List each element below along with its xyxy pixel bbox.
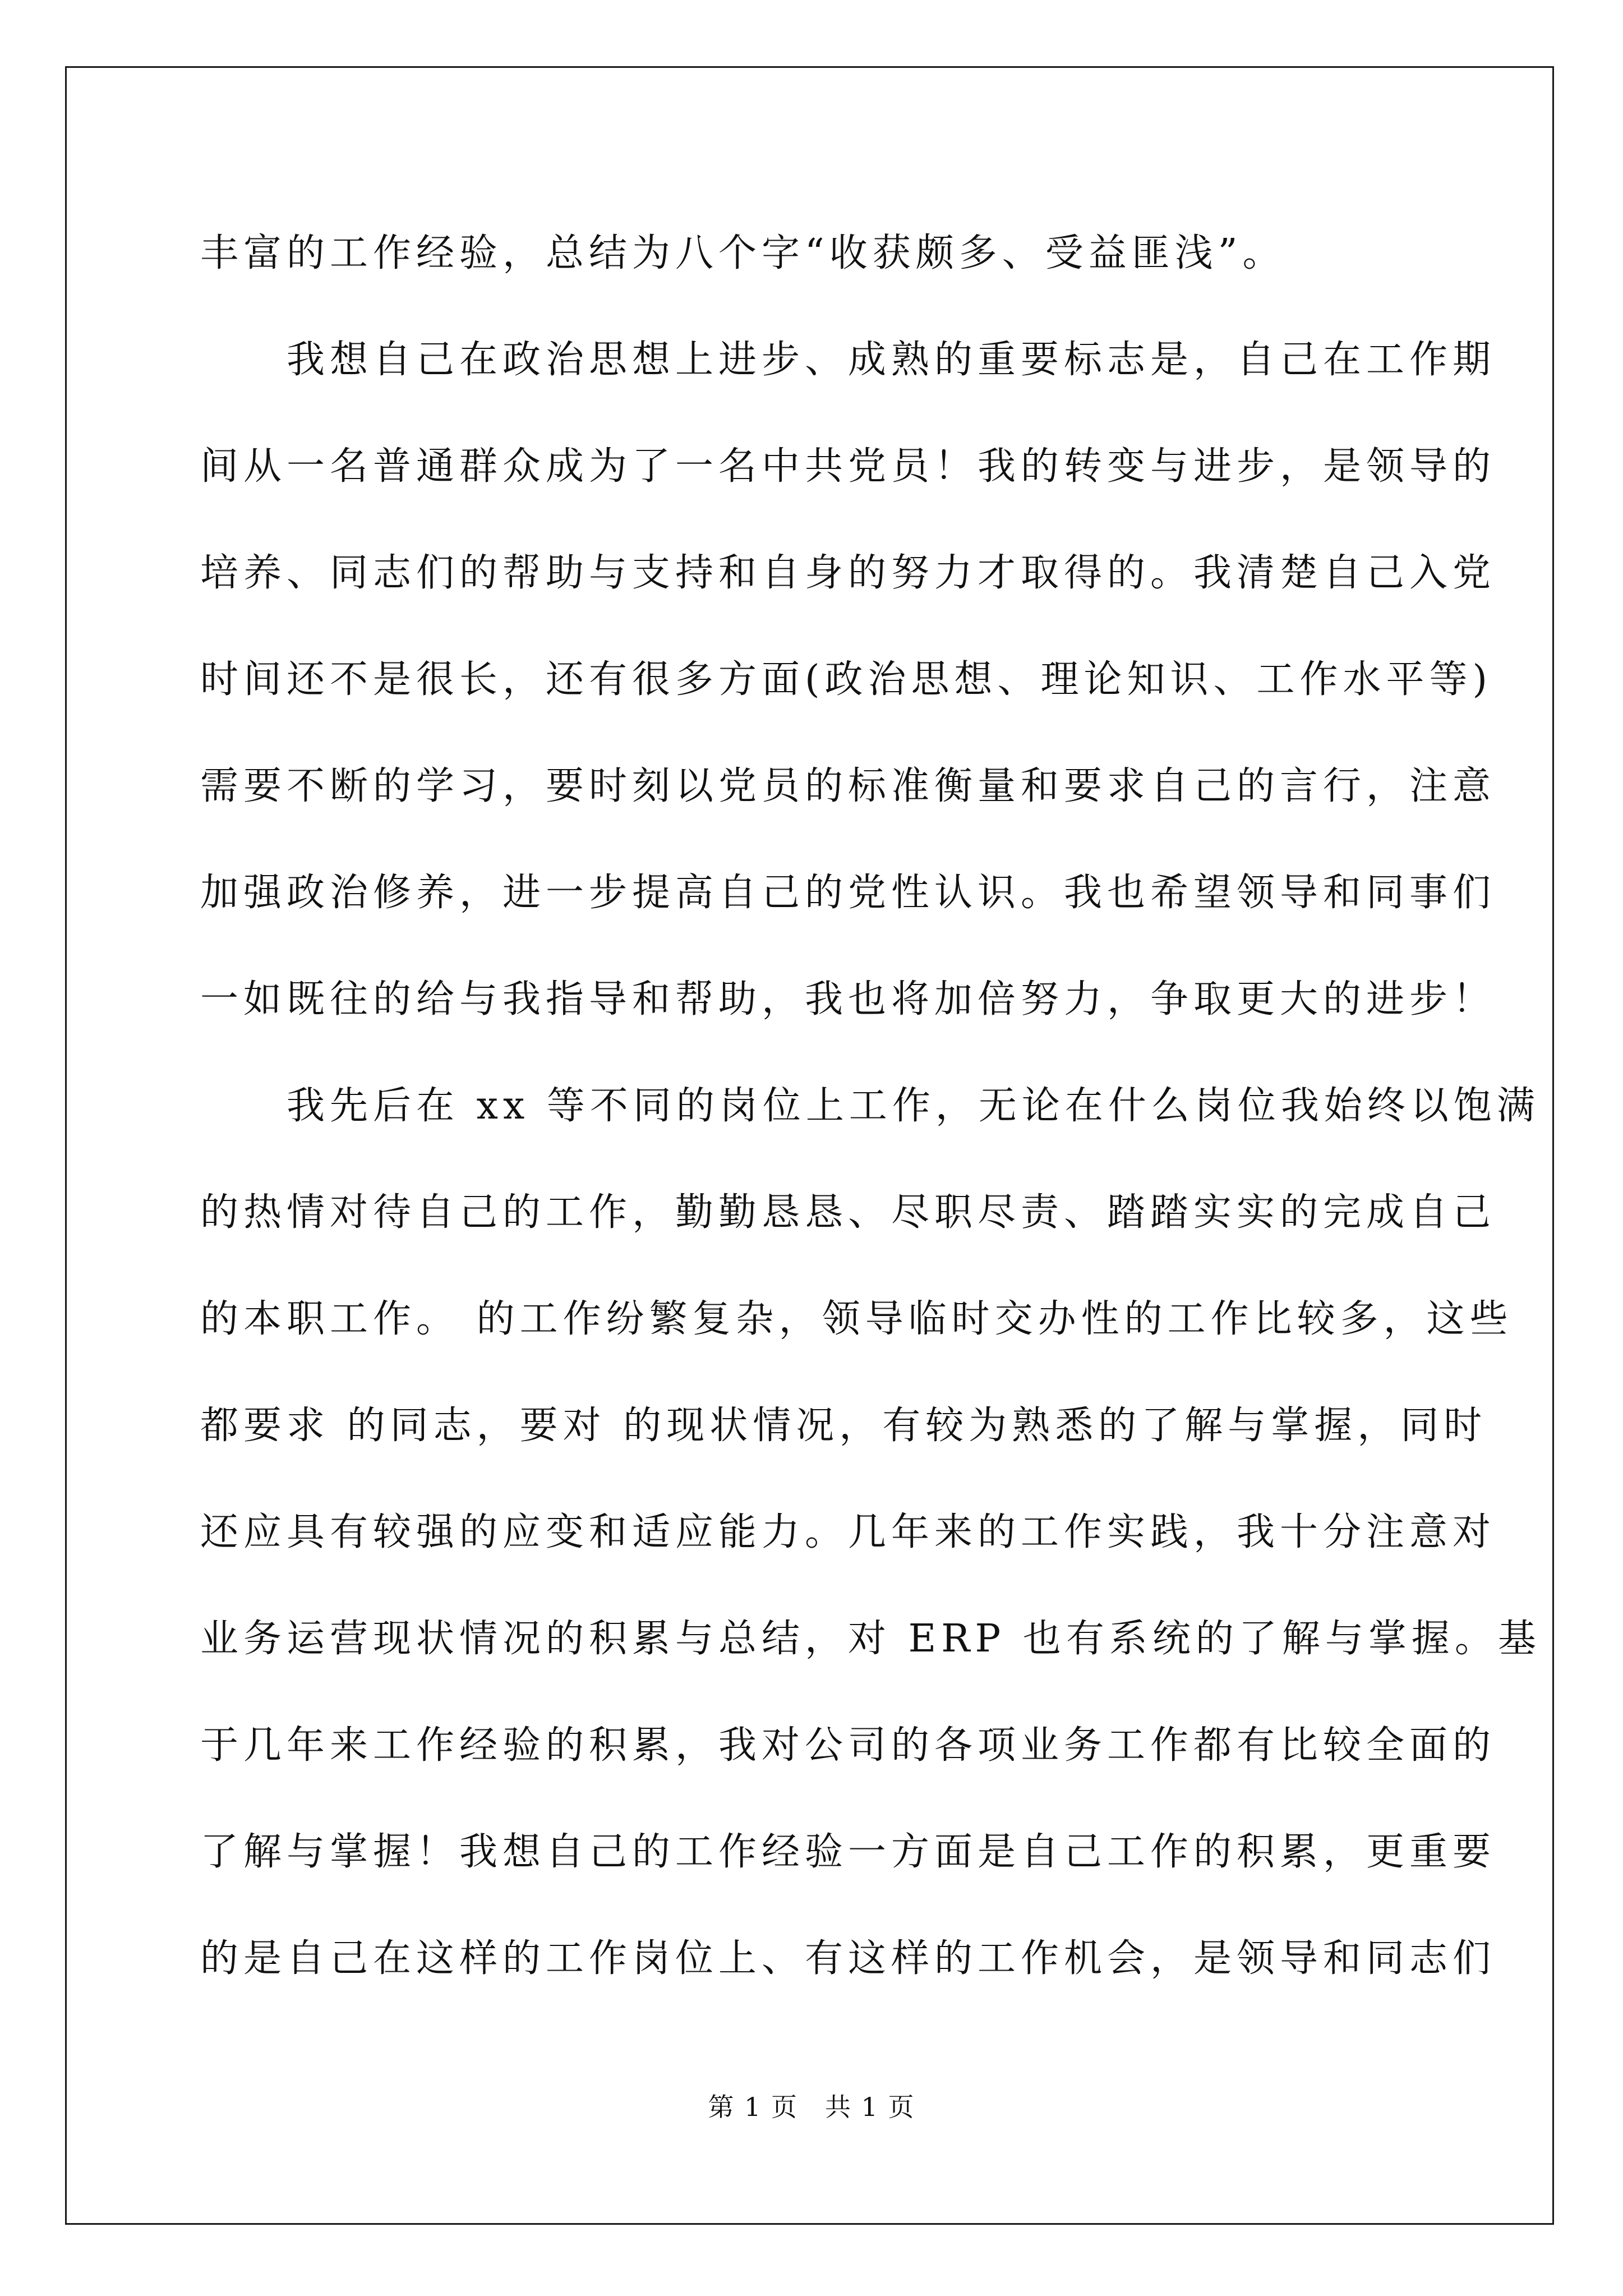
text-line: 的热情对待自己的工作，勤勤恳恳、尽职尽责、踏踏实实的完成自己 bbox=[200, 1190, 1496, 1235]
text-line: 一如既往的给与我指导和帮助，我也将加倍努力，争取更大的进步！ bbox=[200, 977, 1496, 1022]
page-border bbox=[65, 66, 1554, 2225]
text-line: 业务运营现状情况的积累与总结，对 ERP 也有系统的了解与掌握。基 bbox=[200, 1617, 1541, 1661]
text-line: 了解与掌握！我想自己的工作经验一方面是自己工作的积累，更重要 bbox=[200, 1830, 1496, 1874]
text-line: 我想自己在政治思想上进步、成熟的重要标志是，自己在工作期 bbox=[200, 338, 1496, 382]
text-line: 需要不断的学习，要时刻以党员的标准衡量和要求自己的言行，注意 bbox=[200, 764, 1496, 808]
text-line: 培养、同志们的帮助与支持和自身的努力才取得的。我清楚自己入党 bbox=[200, 551, 1496, 595]
text-line: 时间还不是很长，还有很多方面(政治思想、理论知识、工作水平等) bbox=[200, 657, 1493, 702]
text-line: 的本职工作。 的工作纷繁复杂，领导临时交办性的工作比较多，这些 bbox=[200, 1297, 1513, 1341]
text-line: 还应具有较强的应变和适应能力。几年来的工作实践，我十分注意对 bbox=[200, 1510, 1496, 1554]
page-footer: 第 1 页 共 1 页 bbox=[708, 2092, 915, 2122]
text-line: 加强政治修养，进一步提高自己的党性认识。我也希望领导和同事们 bbox=[200, 871, 1496, 915]
text-line: 丰富的工作经验，总结为八个字“收获颇多、受益匪浅”。 bbox=[200, 231, 1286, 275]
text-line: 间从一名普通群众成为了一名中共党员！我的转变与进步，是领导的 bbox=[200, 444, 1496, 489]
text-line: 的是自己在这样的工作岗位上、有这样的工作机会，是领导和同志们 bbox=[200, 1936, 1496, 1981]
text-line: 于几年来工作经验的积累，我对公司的各项业务工作都有比较全面的 bbox=[200, 1723, 1496, 1768]
text-line: 我先后在 xx 等不同的岗位上工作，无论在什么岗位我始终以饱满 bbox=[200, 1084, 1540, 1128]
text-line: 都要求 的同志，要对 的现状情况，有较为熟悉的了解与掌握，同时 bbox=[200, 1404, 1487, 1448]
